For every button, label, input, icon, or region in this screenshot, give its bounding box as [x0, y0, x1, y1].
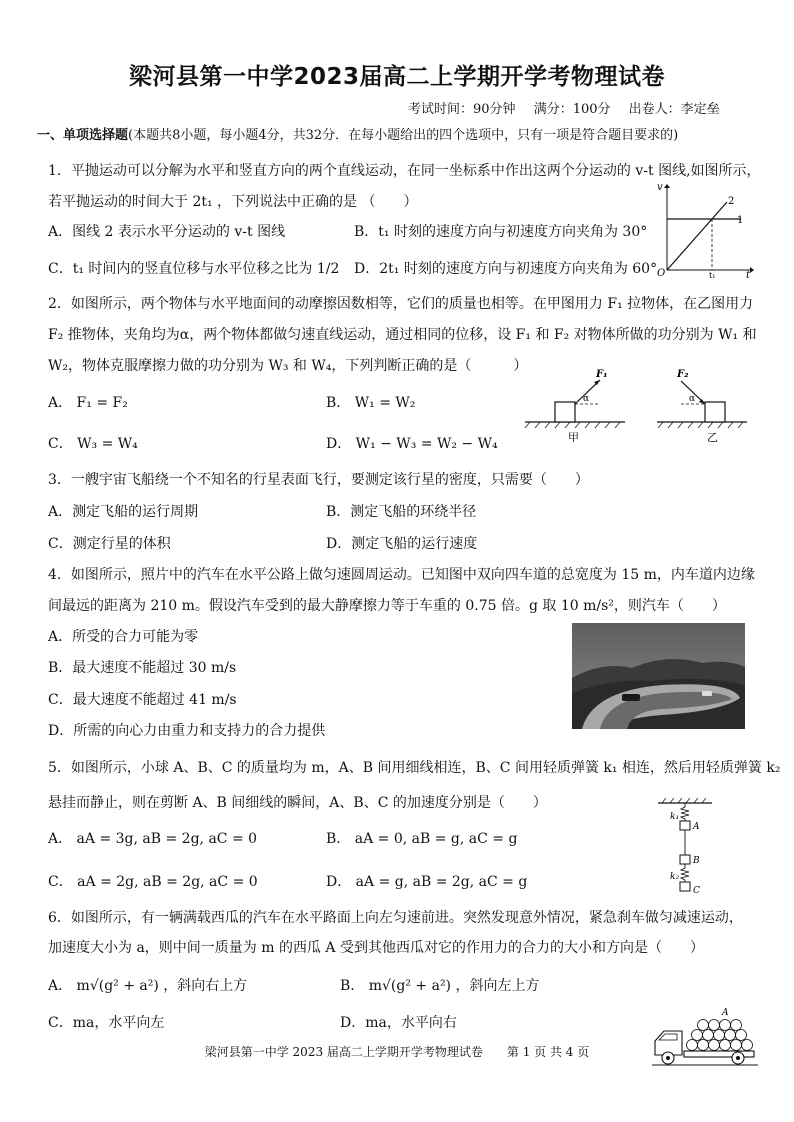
q4-stem-line1: 4．如图所示，照片中的汽车在水平公路上做匀速圆周运动。已知图中双向四车道的总宽度为 15 m，内车道内边缘: [48, 567, 755, 583]
q2-figure-jia: [520, 365, 630, 445]
q1-axis-t: t: [746, 270, 751, 278]
q1-axis-v: v: [657, 182, 663, 193]
q3-option-a: A．测定飞船的运行周期: [48, 504, 199, 520]
q1-option-c: C．t₁ 时间内的竖直位移与水平位移之比为 1/2: [48, 261, 340, 277]
q4-road-photo: [572, 623, 745, 729]
q1-tick-t1: t₁: [709, 271, 716, 278]
q2-angle-yi: α: [689, 394, 696, 404]
q2-stem-line1: 2．如图所示，两个物体与水平地面间的动摩擦因数相等，它们的质量也相等。在甲图用力 F₁ 拉物体，在乙图用力: [48, 296, 754, 312]
q3-option-b: B．测定飞船的环绕半径: [326, 504, 477, 520]
q4-option-a: A．所受的合力可能为零: [48, 629, 199, 645]
q1-line-1-label: 1: [737, 215, 744, 226]
q5-spring-k1-label: k₁: [670, 812, 680, 822]
q6-stem-line2: 加速度大小为 a，则中间一质量为 m 的西瓜 A 受到其他西瓜对它的作用力的合力的大小和方向是（ ）: [48, 940, 704, 956]
q2-option-d: D． W₁ − W₃ = W₂ − W₄: [326, 436, 498, 452]
q6-stem-line1: 6．如图所示，有一辆满载西瓜的汽车在水平路面上向左匀速前进。突然发现意外情况，紧急刹车做匀减速运动，: [48, 910, 743, 926]
q5-option-c: C． aA = 2g, aB = 2g, aC = 0: [48, 874, 258, 890]
exam-score: 满分：100分: [533, 102, 611, 117]
q1-vt-graph: [655, 182, 755, 278]
q6-option-c: C．ma，水平向左: [48, 1015, 165, 1031]
q1-stem-line2: 若平抛运动的时间大于 2t₁ ，下列说法中正确的是 （ ）: [48, 194, 418, 210]
q2-stem-line3: W₂，物体克服摩擦力做的功分别为 W₃ 和 W₄，下列判断正确的是（ ）: [48, 358, 528, 374]
q5-stem-line1: 5．如图所示，小球 A、B、C 的质量均为 m，A、B 间用细线相连，B、C 间用轻质弹簧 k₁ 相连，然后用轻质弹簧 k₂: [48, 760, 781, 776]
q1-option-b: B．t₁ 时刻的速度方向与初速度方向夹角为 30°: [354, 224, 648, 240]
q5-option-b: B． aA = 0, aB = g, aC = g: [326, 831, 518, 847]
q2-caption-yi: 乙: [707, 431, 718, 444]
q3-option-d: D．测定飞船的运行速度: [326, 536, 478, 552]
q2-figure-yi: [655, 365, 750, 445]
q1-option-a: A．图线 2 表示水平分运动的 v-t 图线: [48, 224, 286, 240]
q3-option-c: C．测定行星的体积: [48, 536, 171, 552]
section-note: (本题共8小题，每小题4分，共32分．在每小题给出的四个选项中，只有一项是符合题目要求的): [128, 128, 679, 143]
page-title: 梁河县第一中学2023届高二上学期开学考物理试卷: [128, 64, 665, 90]
q2-stem-line2: F₂ 推物体，夹角均为α，两个物体都做匀速直线运动，通过相同的位移，设 F₁ 和 F₂ 对物体所做的功分别为 W₁ 和: [48, 327, 757, 343]
q5-ball-a-label: A: [693, 822, 700, 832]
exam-author: 出卷人：李定垒: [628, 102, 720, 117]
exam-time: 考试时间：90分钟: [408, 102, 516, 117]
q4-option-d: D．所需的向心力由重力和支持力的合力提供: [48, 723, 326, 739]
exam-meta: [408, 98, 734, 117]
q6-option-b: B． m√(g² + a²) ，斜向左上方: [340, 978, 540, 994]
q5-spring-figure: [650, 797, 720, 897]
q5-ball-b-label: B: [693, 856, 700, 866]
q6-truck-figure: [650, 1005, 760, 1073]
q6-option-d: D．ma，水平向右: [340, 1015, 457, 1031]
q5-spring-k2-label: k₂: [670, 872, 680, 882]
q4-stem-line2: 间最远的距离为 210 m。假设汽车受到的最大静摩擦力等于车重的 0.75 倍。g 取 10 m/s²，则汽车（ ）: [48, 598, 726, 614]
q1-line-2-label: 2: [728, 196, 735, 207]
q2-option-b: B． W₁ = W₂: [326, 395, 416, 411]
q3-stem: 3．一艘宇宙飞船绕一个不知名的行星表面飞行，要测定该行星的密度，只需要（ ）: [48, 472, 589, 488]
q1-stem-line1: 1．平抛运动可以分解为水平和竖直方向的两个直线运动，在同一坐标系中作出这两个分运动的 v-t 图线,如图所示，: [48, 163, 761, 179]
q2-force-f2: F₂: [677, 369, 689, 380]
q1-origin: O: [657, 268, 666, 278]
q6-option-a: A． m√(g² + a²) ，斜向右上方: [48, 978, 248, 994]
q2-force-f1: F₁: [596, 369, 608, 380]
q2-caption-jia: 甲: [568, 431, 579, 444]
q2-angle-jia: α: [583, 394, 590, 404]
q1-option-d: D．2t₁ 时刻的速度方向与初速度方向夹角为 60°: [354, 261, 658, 277]
q5-option-d: D． aA = g, aB = 2g, aC = g: [326, 874, 528, 890]
q5-option-a: A． aA = 3g, aB = 2g, aC = 0: [48, 831, 258, 847]
q5-stem-line2: 悬挂而静止，则在剪断 A、B 间细线的瞬间，A、B、C 的加速度分别是（ ）: [48, 795, 547, 811]
q5-ball-c-label: C: [693, 886, 700, 896]
q2-option-a: A． F₁ = F₂: [48, 395, 128, 411]
q4-option-b: B．最大速度不能超过 30 m/s: [48, 660, 237, 676]
q4-option-c: C．最大速度不能超过 41 m/s: [48, 692, 237, 708]
q2-option-c: C． W₃ = W₄: [48, 436, 138, 452]
section-heading: 一、单项选择题(本题共8小题，每小题4分，共32分．在每小题给出的四个选项中，只有一项是符合题目要求的): [37, 128, 679, 143]
page-footer: 梁河县第一中学 2023 届高二上学期开学考物理试卷 第 1 页 共 4 页: [204, 1045, 590, 1059]
q6-watermelon-a-label: A: [722, 1008, 729, 1018]
